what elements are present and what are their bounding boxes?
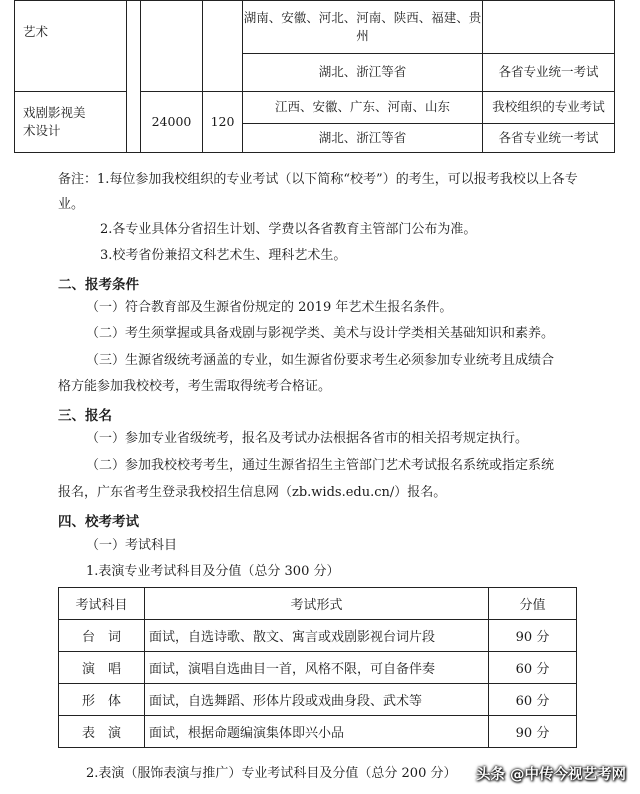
table-header-row [59,588,577,620]
row-form: 面试，自选诗歌、散文、寓言或戏剧影视台词片段 [145,620,489,652]
watermark-text: 头条 @中传今视艺考网 [475,767,626,783]
section-3-item-2-line-2: 报名，广东省考生登录我校招生信息网（zb.wids.edu.cn/）报名。 [58,485,447,500]
section-3-heading: 三、报名 [58,408,112,424]
art-method-2-cell [483,53,615,92]
art-region-2-cell [243,53,483,92]
table-2-title: 2.表演（服饰表演与推广）专业考试科目及分值（总分 200 分） [86,766,457,781]
art-category-cell [15,1,127,92]
table-1-title: 1.表演专业考试科目及分值（总分 300 分） [86,564,340,579]
row-form: 面试，演唱自选曲目一首，风格不限，可自备伴奏 [145,652,489,684]
art-region-2-text: 湖北、浙江等省 [318,64,407,80]
art-region-1b-text: 州 [356,27,369,43]
section-2-item-1: （一）符合教育部及生源省份规定的 2019 年艺术生报名条件。 [86,300,453,315]
drama-region-1-text: 江西、安徽、广东、河南、山东 [274,99,450,115]
drama-region-1-cell [243,92,483,124]
art-tuition-cell [141,1,203,92]
drama-method-2-text: 各省专业统一考试 [498,129,599,145]
quota-value: 120 [210,114,235,129]
performance-exam-table [58,587,577,748]
row-score: 60 分 [489,652,577,684]
row-score: 60 分 [489,684,577,716]
art-region-1-text: 湖南、安徽、河北、河南、陕西、福建、贵 [243,9,482,25]
section-2-heading: 二、报考条件 [58,277,139,293]
note-1-line-2: 业。 [58,197,85,212]
art-category-label: 艺术 [23,24,49,39]
header-subject: 考试科目 [59,588,145,620]
row-subject: 演 唱 [59,652,145,684]
drama-region-2-text: 湖北、浙江等省 [318,129,407,145]
art-region-1-cell [243,1,483,54]
drama-method-1-cell [483,92,615,124]
enrollment-plan-table [14,0,615,153]
drama-category-line2: 术设计 [23,123,61,138]
drama-method-2-cell [483,123,615,152]
row-subject: 台 词 [59,620,145,652]
section-4-heading: 四、校考考试 [58,514,139,530]
note-2: 2.各专业具体分省招生计划、学费以各省教育主管部门公布为准。 [100,222,477,237]
drama-region-2-cell [243,123,483,152]
note-1-line-1: 备注：1.每位参加我校组织的专业考试（以下简称“校考”）的考生，可以报考我校以上各专 [58,172,578,187]
drama-category-cell [15,92,127,153]
row-subject: 形 体 [59,684,145,716]
section-2-item-2: （二）考生须掌握或具备戏剧与影视学类、美术与设计学类相关基础知识和素养。 [86,326,555,341]
tuition-value: 24000 [151,114,192,129]
header-score: 分值 [489,588,577,620]
section-2-item-3-line-1: （三）生源省级统考涵盖的专业，如生源省份要求考生必须参加专业统考且成绩合 [86,353,555,368]
drama-method-1-text: 我校组织的专业考试 [492,99,605,115]
art-method-2-text: 各省专业统一考试 [498,64,599,80]
table-row [59,684,577,716]
section-3-item-1: （一）参加专业省级统考，报名及考试办法根据各省市的相关招考规定执行。 [86,431,529,446]
table-row [59,620,577,652]
drama-tuition-cell [141,92,203,153]
blank-col-cell [127,1,141,153]
row-form: 面试，自选舞蹈、形体片段或戏曲身段、武术等 [145,684,489,716]
table-row [59,652,577,684]
section-4-sub-1: （一）考试科目 [86,538,178,553]
row-score: 90 分 [489,716,577,748]
drama-quota-cell [203,92,243,153]
table-row [59,716,577,748]
drama-category-line1: 戏剧影视美 [23,105,86,120]
art-method-1-cell [483,1,615,54]
row-form: 面试，根据命题编演集体即兴小品 [145,716,489,748]
section-3-item-2-line-1: （二）参加我校校考考生，通过生源省招生主管部门艺术考试报名系统或指定系统 [86,458,555,473]
art-quota-cell [203,1,243,92]
header-form: 考试形式 [145,588,489,620]
note-3: 3.校考省份兼招文科艺术生、理科艺术生。 [100,248,347,263]
row-subject: 表 演 [59,716,145,748]
row-score: 90 分 [489,620,577,652]
section-2-item-3-line-2: 格方能参加我校校考，考生需取得统考合格证。 [58,379,332,394]
